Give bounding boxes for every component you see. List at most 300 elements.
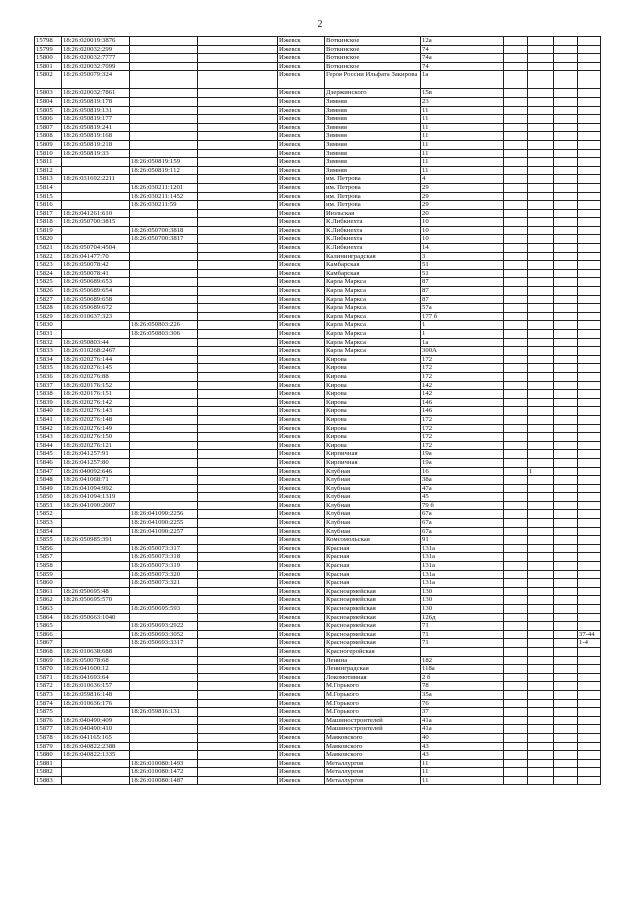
row-number-cell: 15842 (35, 424, 62, 433)
building-cell (504, 54, 528, 63)
row-number-cell: 15803 (35, 89, 62, 98)
row-number-cell: 15806 (35, 115, 62, 124)
row-number-cell: 15804 (35, 97, 62, 106)
apartment-range-cell (578, 390, 601, 399)
row-number-cell: 15868 (35, 647, 62, 656)
street-cell: Карла Маркса (325, 312, 421, 321)
apartment-range-cell (578, 338, 601, 347)
street-cell: им. Петрова (325, 183, 421, 192)
apartment-cell (528, 630, 554, 639)
city-cell: Ижевск (278, 682, 325, 691)
table-row (35, 751, 601, 760)
building-cell (504, 433, 528, 442)
extra-cell (554, 54, 578, 63)
extra-cell (554, 630, 578, 639)
cadastral-number-parcel-cell: 18:26:041600:12 (62, 665, 130, 674)
apartment-cell (528, 149, 554, 158)
apartment-range-cell (578, 106, 601, 115)
cadastral-number-room-cell (130, 613, 198, 622)
row-number-cell: 15838 (35, 390, 62, 399)
cadastral-number-room-cell (130, 682, 198, 691)
row-number-cell: 15809 (35, 140, 62, 149)
cadastral-number-parcel-cell (62, 622, 130, 631)
cadastral-number-parcel-cell: 18:26:050078:41 (62, 269, 130, 278)
blank-column-cell (198, 639, 278, 648)
cadastral-number-room-cell (130, 476, 198, 485)
apartment-cell (528, 553, 554, 562)
building-cell (504, 149, 528, 158)
city-cell: Ижевск (278, 355, 325, 364)
table-row (35, 278, 601, 287)
table-row (35, 630, 601, 639)
apartment-range-cell (578, 295, 601, 304)
table-row (35, 158, 601, 167)
table-row (35, 605, 601, 614)
house-number-cell: 45 (421, 493, 504, 502)
cadastral-number-parcel-cell: 18:26:040092:646 (62, 467, 130, 476)
row-number-cell: 15833 (35, 347, 62, 356)
extra-cell (554, 458, 578, 467)
cadastral-number-room-cell: 18:26:010080:1487 (130, 776, 198, 785)
row-number-cell: 15870 (35, 665, 62, 674)
apartment-range-cell (578, 381, 601, 390)
apartment-range-cell (578, 261, 601, 270)
cadastral-number-room-cell (130, 252, 198, 261)
table-row (35, 493, 601, 502)
house-number-cell: 1а (421, 71, 504, 89)
row-number-cell: 15848 (35, 476, 62, 485)
house-number-cell: 87 (421, 278, 504, 287)
cadastral-number-parcel-cell: 18:26:050078:42 (62, 261, 130, 270)
row-number-cell: 15798 (35, 37, 62, 46)
cadastral-number-room-cell: 18:26:041090:2256 (130, 510, 198, 519)
apartment-range-cell (578, 716, 601, 725)
row-number-cell: 15843 (35, 433, 62, 442)
house-number-cell: 78 (421, 682, 504, 691)
cadastral-number-room-cell (130, 441, 198, 450)
apartment-cell (528, 372, 554, 381)
house-number-cell: 47а (421, 484, 504, 493)
extra-cell (554, 708, 578, 717)
table-row (35, 304, 601, 313)
city-cell: Ижевск (278, 269, 325, 278)
blank-column-cell (198, 742, 278, 751)
row-number-cell: 15812 (35, 166, 62, 175)
extra-cell (554, 647, 578, 656)
building-cell (504, 699, 528, 708)
house-number-cell: 71 (421, 622, 504, 631)
table-row (35, 622, 601, 631)
apartment-cell (528, 596, 554, 605)
house-number-cell: 19а (421, 458, 504, 467)
street-cell: Маяковского (325, 733, 421, 742)
apartment-range-cell (578, 476, 601, 485)
table-row (35, 519, 601, 528)
blank-column-cell (198, 175, 278, 184)
extra-cell (554, 639, 578, 648)
apartment-range-cell (578, 372, 601, 381)
building-cell (504, 510, 528, 519)
building-cell (504, 613, 528, 622)
row-number-cell: 15824 (35, 269, 62, 278)
cadastral-number-room-cell (130, 587, 198, 596)
blank-column-cell (198, 321, 278, 330)
city-cell: Ижевск (278, 544, 325, 553)
city-cell: Ижевск (278, 510, 325, 519)
extra-cell (554, 544, 578, 553)
row-number-cell: 15857 (35, 553, 62, 562)
street-cell: Карла Маркса (325, 321, 421, 330)
cadastral-number-room-cell: 18:26:050700:3817 (130, 235, 198, 244)
cadastral-number-room-cell: 18:26:050073:320 (130, 570, 198, 579)
street-cell: Карла Маркса (325, 295, 421, 304)
street-cell: Воткинское (325, 62, 421, 71)
city-cell: Ижевск (278, 287, 325, 296)
apartment-cell (528, 433, 554, 442)
apartment-cell (528, 424, 554, 433)
building-cell (504, 407, 528, 416)
blank-column-cell (198, 158, 278, 167)
apartment-range-cell (578, 278, 601, 287)
row-number-cell: 15860 (35, 579, 62, 588)
blank-column-cell (198, 630, 278, 639)
building-cell (504, 501, 528, 510)
cadastral-number-room-cell (130, 596, 198, 605)
apartment-range-cell (578, 647, 601, 656)
blank-column-cell (198, 501, 278, 510)
row-number-cell: 15849 (35, 484, 62, 493)
cadastral-number-parcel-cell: 18:26:050079:324 (62, 71, 130, 89)
extra-cell (554, 175, 578, 184)
extra-cell (554, 656, 578, 665)
blank-column-cell (198, 123, 278, 132)
blank-column-cell (198, 97, 278, 106)
apartment-range-cell (578, 226, 601, 235)
building-cell (504, 252, 528, 261)
apartment-range-cell (578, 544, 601, 553)
street-cell: Клубная (325, 501, 421, 510)
extra-cell (554, 106, 578, 115)
blank-column-cell (198, 278, 278, 287)
blank-column-cell (198, 106, 278, 115)
apartment-cell (528, 398, 554, 407)
city-cell: Ижевск (278, 562, 325, 571)
cadastral-number-parcel-cell: 18:26:020276:148 (62, 415, 130, 424)
row-number-cell: 15799 (35, 45, 62, 54)
blank-column-cell (198, 536, 278, 545)
table-row (35, 733, 601, 742)
house-number-cell: 71 (421, 639, 504, 648)
cadastral-number-room-cell (130, 123, 198, 132)
city-cell: Ижевск (278, 776, 325, 785)
apartment-cell (528, 759, 554, 768)
street-cell: Клубная (325, 484, 421, 493)
table-row (35, 562, 601, 571)
city-cell: Ижевск (278, 751, 325, 760)
house-number-cell: 40 (421, 733, 504, 742)
cadastral-number-parcel-cell: 18:26:050689:653 (62, 278, 130, 287)
street-cell: Зимняя (325, 140, 421, 149)
city-cell: Ижевск (278, 596, 325, 605)
blank-column-cell (198, 759, 278, 768)
extra-cell (554, 622, 578, 631)
table-row (35, 759, 601, 768)
street-cell: Красноармейская (325, 605, 421, 614)
street-cell: Красная (325, 562, 421, 571)
apartment-range-cell (578, 244, 601, 253)
apartment-cell (528, 613, 554, 622)
extra-cell (554, 252, 578, 261)
apartment-range-cell (578, 140, 601, 149)
row-number-cell: 15823 (35, 261, 62, 270)
cadastral-number-room-cell (130, 71, 198, 89)
apartment-range-cell (578, 562, 601, 571)
extra-cell (554, 330, 578, 339)
house-number-cell: 146 (421, 407, 504, 416)
blank-column-cell (198, 149, 278, 158)
street-cell: Кирпичная (325, 450, 421, 459)
blank-column-cell (198, 209, 278, 218)
cadastral-number-parcel-cell: 18:26:040490:410 (62, 725, 130, 734)
building-cell (504, 201, 528, 210)
apartment-cell (528, 751, 554, 760)
row-number-cell: 15875 (35, 708, 62, 717)
cadastral-number-parcel-cell: 18:26:041090:2007 (62, 501, 130, 510)
apartment-range-cell (578, 587, 601, 596)
table-row (35, 235, 601, 244)
cadastral-number-room-cell (130, 97, 198, 106)
table-row (35, 742, 601, 751)
cadastral-number-parcel-cell (62, 201, 130, 210)
street-cell: Красная (325, 579, 421, 588)
apartment-cell (528, 312, 554, 321)
blank-column-cell (198, 690, 278, 699)
apartment-range-cell (578, 209, 601, 218)
extra-cell (554, 45, 578, 54)
blank-column-cell (198, 751, 278, 760)
building-cell (504, 381, 528, 390)
city-cell: Ижевск (278, 132, 325, 141)
cadastral-number-room-cell: 18:26:010080:1493 (130, 759, 198, 768)
apartment-range-cell (578, 45, 601, 54)
register-body (35, 37, 601, 785)
apartment-range-cell (578, 54, 601, 63)
city-cell: Ижевск (278, 630, 325, 639)
house-number-cell: 10 (421, 235, 504, 244)
house-number-cell: 79 б (421, 501, 504, 510)
row-number-cell: 15883 (35, 776, 62, 785)
apartment-range-cell (578, 733, 601, 742)
apartment-cell (528, 175, 554, 184)
cadastral-number-parcel-cell: 18:26:041477:70 (62, 252, 130, 261)
row-number-cell: 15805 (35, 106, 62, 115)
table-row (35, 175, 601, 184)
city-cell: Ижевск (278, 407, 325, 416)
extra-cell (554, 149, 578, 158)
building-cell (504, 768, 528, 777)
cadastral-number-room-cell (130, 278, 198, 287)
apartment-cell (528, 458, 554, 467)
apartment-range-cell (578, 665, 601, 674)
extra-cell (554, 751, 578, 760)
cadastral-number-room-cell (130, 218, 198, 227)
cadastral-number-parcel-cell: 18:26:050695:48 (62, 587, 130, 596)
blank-column-cell (198, 716, 278, 725)
apartment-cell (528, 527, 554, 536)
apartment-range-cell: 37-44 (578, 630, 601, 639)
building-cell (504, 71, 528, 89)
cadastral-number-room-cell: 18:26:030211:1452 (130, 192, 198, 201)
building-cell (504, 338, 528, 347)
house-number-cell: 172 (421, 433, 504, 442)
street-cell: Камбарская (325, 261, 421, 270)
row-number-cell: 15867 (35, 639, 62, 648)
building-cell (504, 708, 528, 717)
row-number-cell: 15831 (35, 330, 62, 339)
house-number-cell: 142 (421, 381, 504, 390)
cadastral-number-room-cell (130, 312, 198, 321)
apartment-cell (528, 742, 554, 751)
table-row (35, 433, 601, 442)
table-row (35, 321, 601, 330)
city-cell: Ижевск (278, 330, 325, 339)
blank-column-cell (198, 338, 278, 347)
city-cell: Ижевск (278, 579, 325, 588)
blank-column-cell (198, 304, 278, 313)
house-number-cell: 130 (421, 605, 504, 614)
building-cell (504, 330, 528, 339)
apartment-range-cell (578, 742, 601, 751)
blank-column-cell (198, 201, 278, 210)
cadastral-number-room-cell (130, 115, 198, 124)
table-row (35, 312, 601, 321)
cadastral-number-parcel-cell (62, 321, 130, 330)
street-cell: Героя России Ильфата Закирова (325, 71, 421, 89)
row-number-cell: 15817 (35, 209, 62, 218)
blank-column-cell (198, 37, 278, 46)
row-number-cell: 15866 (35, 630, 62, 639)
street-cell: Ленинградская (325, 665, 421, 674)
cadastral-number-parcel-cell: 18:26:050803:44 (62, 338, 130, 347)
apartment-cell (528, 123, 554, 132)
cadastral-number-parcel-cell (62, 330, 130, 339)
city-cell: Ижевск (278, 441, 325, 450)
city-cell: Ижевск (278, 106, 325, 115)
apartment-range-cell (578, 776, 601, 785)
cadastral-number-room-cell (130, 372, 198, 381)
cadastral-number-parcel-cell (62, 630, 130, 639)
apartment-cell (528, 252, 554, 261)
city-cell: Ижевск (278, 166, 325, 175)
street-cell: Маяковского (325, 751, 421, 760)
cadastral-number-parcel-cell: 18:26:020276:142 (62, 398, 130, 407)
house-number-cell: 142 (421, 390, 504, 399)
city-cell: Ижевск (278, 149, 325, 158)
extra-cell (554, 467, 578, 476)
extra-cell (554, 776, 578, 785)
city-cell: Ижевск (278, 708, 325, 717)
cadastral-number-room-cell: 18:26:030211:59 (130, 201, 198, 210)
apartment-cell (528, 158, 554, 167)
apartment-cell (528, 330, 554, 339)
cadastral-number-room-cell (130, 149, 198, 158)
table-row (35, 106, 601, 115)
row-number-cell: 15844 (35, 441, 62, 450)
cadastral-number-parcel-cell (62, 776, 130, 785)
apartment-cell (528, 381, 554, 390)
blank-column-cell (198, 62, 278, 71)
blank-column-cell (198, 579, 278, 588)
apartment-range-cell (578, 751, 601, 760)
building-cell (504, 123, 528, 132)
blank-column-cell (198, 553, 278, 562)
apartment-range-cell (578, 330, 601, 339)
city-cell: Ижевск (278, 252, 325, 261)
cadastral-number-parcel-cell: 18:26:059816:148 (62, 690, 130, 699)
street-cell: Кирова (325, 355, 421, 364)
cadastral-number-room-cell: 18:26:030211:1201 (130, 183, 198, 192)
table-row (35, 97, 601, 106)
house-number-cell: 4 (421, 175, 504, 184)
extra-cell (554, 665, 578, 674)
building-cell (504, 287, 528, 296)
city-cell: Ижевск (278, 304, 325, 313)
apartment-cell (528, 115, 554, 124)
extra-cell (554, 587, 578, 596)
city-cell: Ижевск (278, 235, 325, 244)
cadastral-number-room-cell: 18:26:050073:319 (130, 562, 198, 571)
house-number-cell: 11 (421, 115, 504, 124)
blank-column-cell (198, 605, 278, 614)
house-number-cell: 12а (421, 37, 504, 46)
city-cell: Ижевск (278, 458, 325, 467)
blank-column-cell (198, 776, 278, 785)
building-cell (504, 630, 528, 639)
house-number-cell: 11 (421, 123, 504, 132)
street-cell: Кирова (325, 390, 421, 399)
blank-column-cell (198, 252, 278, 261)
apartment-cell (528, 278, 554, 287)
street-cell: им. Петрова (325, 175, 421, 184)
extra-cell (554, 398, 578, 407)
table-row (35, 372, 601, 381)
apartment-range-cell (578, 175, 601, 184)
apartment-cell (528, 562, 554, 571)
table-row (35, 527, 601, 536)
cadastral-number-parcel-cell: 18:26:050078:68 (62, 656, 130, 665)
building-cell (504, 269, 528, 278)
building-cell (504, 132, 528, 141)
building-cell (504, 97, 528, 106)
city-cell: Ижевск (278, 742, 325, 751)
cadastral-number-room-cell (130, 647, 198, 656)
house-number-cell: 182 (421, 656, 504, 665)
extra-cell (554, 493, 578, 502)
house-number-cell: 76 (421, 699, 504, 708)
house-number-cell: 1 (421, 330, 504, 339)
city-cell: Ижевск (278, 364, 325, 373)
blank-column-cell (198, 570, 278, 579)
extra-cell (554, 244, 578, 253)
cadastral-number-room-cell (130, 261, 198, 270)
blank-column-cell (198, 476, 278, 485)
apartment-range-cell (578, 501, 601, 510)
row-number-cell: 15847 (35, 467, 62, 476)
cadastral-number-parcel-cell: 18:26:010268:2467 (62, 347, 130, 356)
building-cell (504, 364, 528, 373)
table-row (35, 647, 601, 656)
house-number-cell: 172 (421, 415, 504, 424)
